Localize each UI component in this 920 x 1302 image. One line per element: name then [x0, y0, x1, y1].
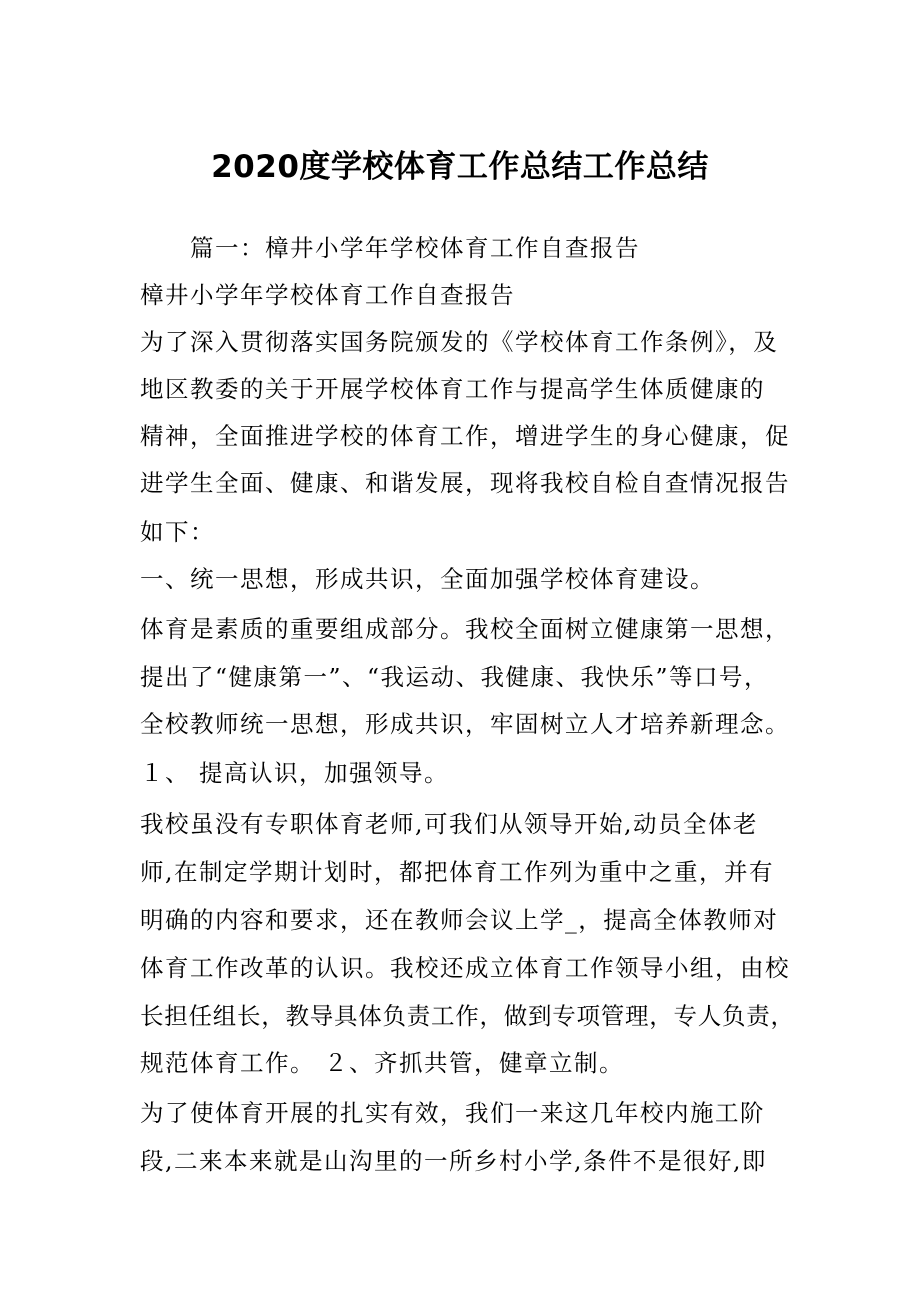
- text-line: 篇一：樟井小学年学校体育工作自查报告: [140, 234, 640, 262]
- document-title: 2020度学校体育工作总结工作总结: [211, 149, 709, 185]
- text-line: 长担任组长，教导具体负责工作，做到专项管理，专人负责，: [140, 1002, 795, 1030]
- text-line: 段,二来本来就是山沟里的一所乡村小学,条件不是很好,即: [140, 1147, 767, 1175]
- text-line: 地区教委的关于开展学校体育工作与提高学生体质健康的: [140, 375, 765, 403]
- text-line: 如下：: [140, 518, 215, 546]
- text-line: 全校教师统一思想，形成共识，牢固树立人才培养新理念。: [140, 710, 790, 738]
- text-line: 明确的内容和要求，还在教师会议上学_，提高全体教师对: [140, 906, 779, 934]
- text-line: １、 提高认识，加强领导。: [140, 759, 449, 787]
- text-line: 我校虽没有专职体育老师,可我们从领导开始,动员全体老: [140, 810, 758, 838]
- text-line: 师,在制定学期计划时，都把体育工作列为重中之重，并有: [140, 858, 774, 886]
- text-line: 樟井小学年学校体育工作自查报告: [140, 281, 515, 309]
- text-line: 进学生全面、健康、和谐发展，现将我校自检自查情况报告: [140, 469, 790, 497]
- text-line: 一、统一思想，形成共识，全面加强学校体育建设。: [140, 565, 715, 593]
- text-line: 为了深入贯彻落实国务院颁发的《学校体育工作条例》，及: [140, 328, 779, 356]
- text-line: 体育工作改革的认识。我校还成立体育工作领导小组，由校: [140, 954, 790, 982]
- text-line: 规范体育工作。 ２、齐抓共管，健章立制。: [140, 1049, 624, 1077]
- text-line: 精神，全面推进学校的体育工作，增进学生的身心健康，促: [140, 422, 790, 450]
- text-line: 体育是素质的重要组成部分。我校全面树立健康第一思想，: [140, 615, 790, 643]
- text-line: 提出了“健康第一”、“我运动、我健康、我快乐”等口号，: [140, 663, 770, 691]
- text-line: 为了使体育开展的扎实有效，我们一来这几年校内施工阶: [140, 1099, 765, 1127]
